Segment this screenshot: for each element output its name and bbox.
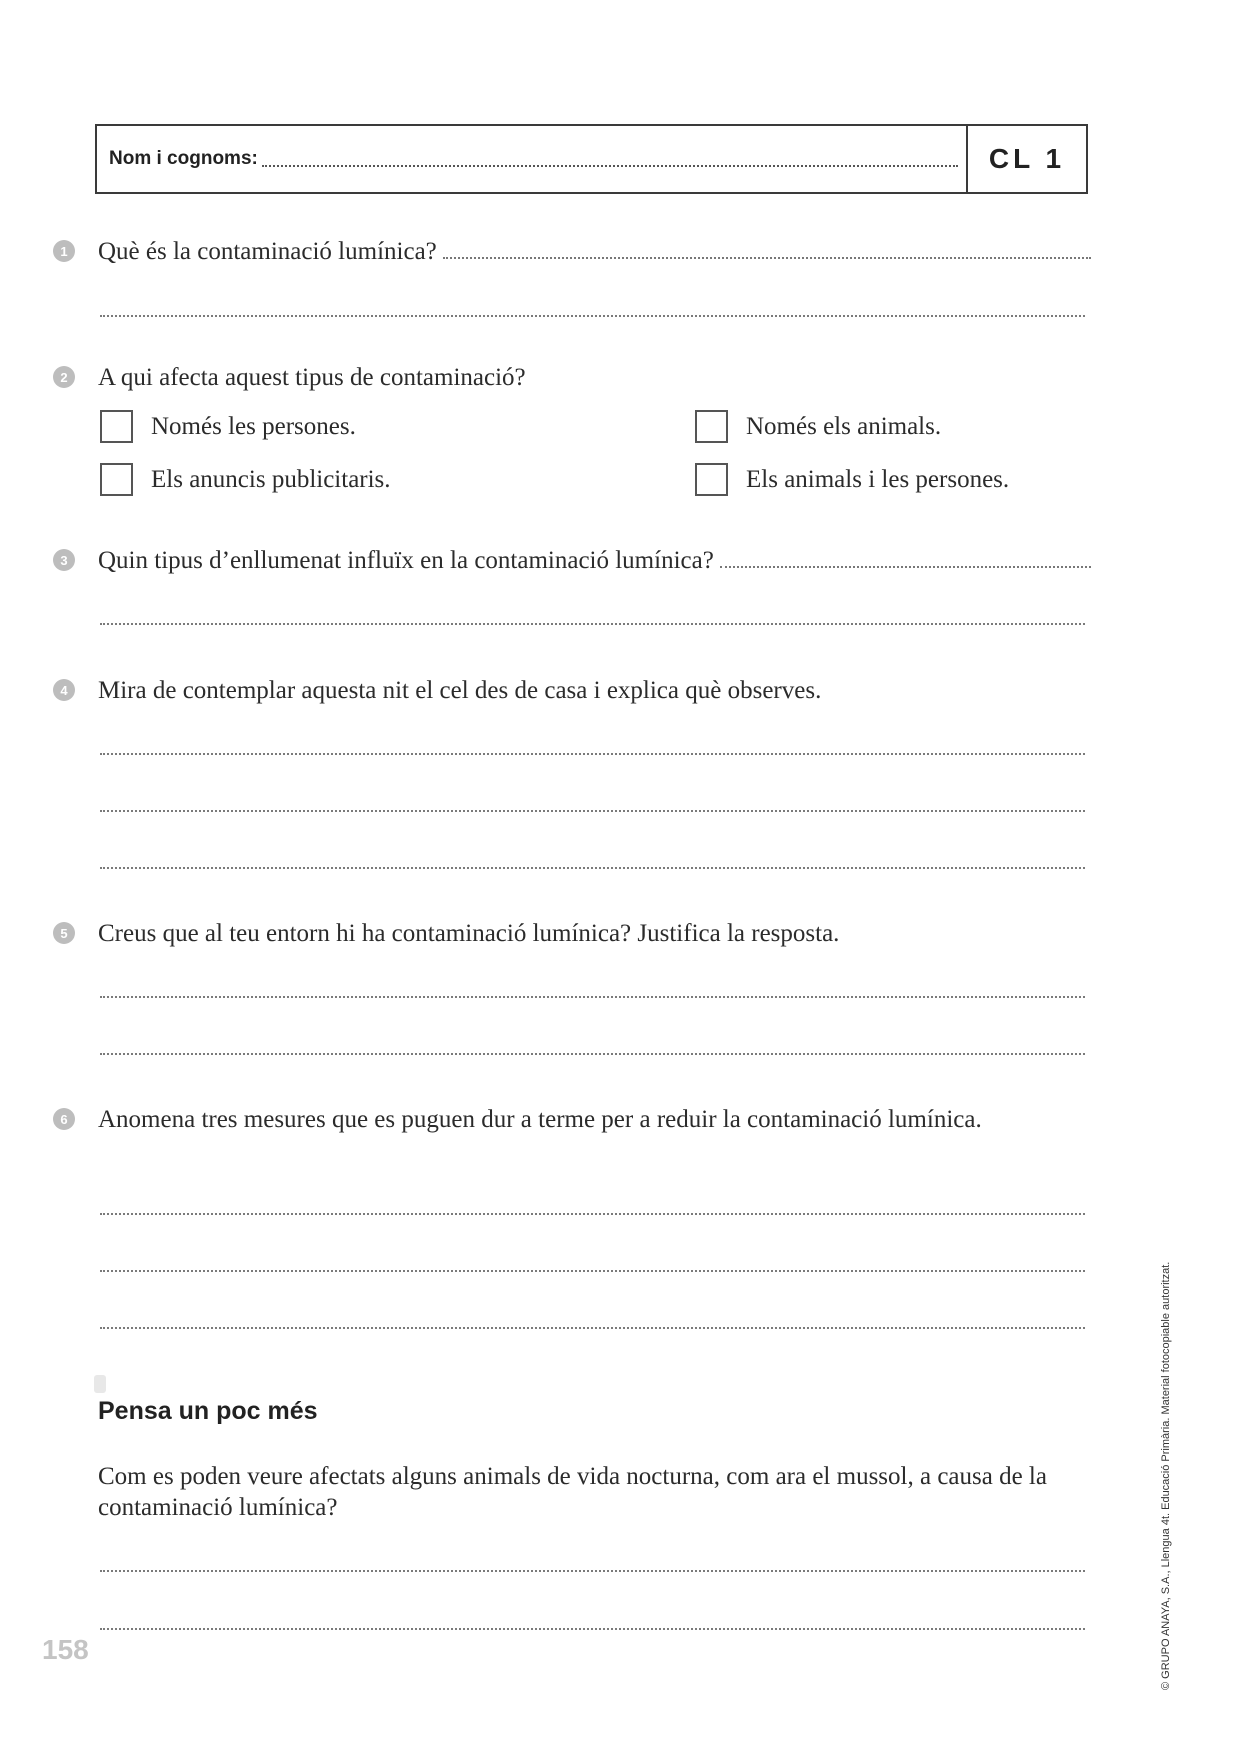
- student-header: [95, 124, 1088, 194]
- question-4: [60, 675, 1091, 706]
- answer-line[interactable]: [100, 810, 1085, 812]
- question-number-badge: 3: [53, 549, 75, 571]
- name-answer-line[interactable]: [262, 151, 958, 167]
- option-only-people[interactable]: [100, 410, 356, 443]
- checkbox[interactable]: [695, 463, 728, 496]
- option-label: Només les persones.: [151, 412, 356, 440]
- question-1: [60, 236, 1091, 267]
- option-animals-and-people[interactable]: [695, 463, 1009, 496]
- name-field[interactable]: [97, 126, 968, 192]
- question-5: [60, 918, 1091, 949]
- copyright-notice: © GRUPO ANAYA, S.A., Llengua 4t. Educació Primària. Material fotocopiable autoritzat.: [1160, 1261, 1172, 1690]
- option-only-animals[interactable]: [695, 410, 941, 443]
- answer-line[interactable]: [100, 996, 1085, 998]
- option-advertising[interactable]: [100, 463, 391, 496]
- answer-line[interactable]: [100, 1213, 1085, 1215]
- answer-line[interactable]: [100, 753, 1085, 755]
- question-2: [60, 362, 1091, 393]
- question-text: Creus que al teu entorn hi ha contaminació lumínica? Justifica la resposta.: [98, 920, 840, 947]
- question-3: [60, 545, 1091, 576]
- answer-line[interactable]: [100, 1628, 1085, 1630]
- answer-line[interactable]: [100, 1327, 1085, 1329]
- answer-line[interactable]: [100, 1053, 1085, 1055]
- question-number-badge: 6: [53, 1108, 75, 1130]
- extra-section-title: Pensa un poc més: [98, 1397, 318, 1425]
- option-label: Els animals i les persones.: [746, 465, 1010, 493]
- answer-line[interactable]: [100, 1570, 1085, 1572]
- question-text: Anomena tres mesures que es puguen dur a terme per a reduir la contaminació lumínica.: [98, 1106, 982, 1133]
- option-label: Només els animals.: [746, 412, 942, 440]
- question-text: Què és la contaminació lumínica?: [98, 238, 437, 265]
- question-number-badge: 1: [53, 240, 75, 262]
- question-text: A qui afecta aquest tipus de contaminació?: [98, 364, 526, 391]
- name-label: Nom i cognoms:: [109, 148, 258, 169]
- answer-line[interactable]: [100, 315, 1085, 317]
- checkbox[interactable]: [100, 410, 133, 443]
- answer-line[interactable]: [100, 623, 1085, 625]
- checkbox[interactable]: [100, 463, 133, 496]
- question-text: Quin tipus d’enllumenat influïx en la contaminació lumínica?: [98, 547, 714, 574]
- worksheet-code: CL 1: [988, 143, 1066, 174]
- question-number-badge: 4: [53, 679, 75, 701]
- question-number-badge: 2: [53, 366, 75, 388]
- decorative-mark: [94, 1375, 106, 1393]
- question-number-badge: 5: [53, 922, 75, 944]
- answer-line-inline[interactable]: [443, 239, 1091, 259]
- question-text: Com es poden veure afectats alguns animals de vida nocturna, com ara el mussol, a causa de la contaminació lumínica?: [98, 1463, 1047, 1521]
- page-number: 158: [42, 1634, 89, 1665]
- checkbox[interactable]: [695, 410, 728, 443]
- answer-line[interactable]: [100, 1270, 1085, 1272]
- answer-line-inline[interactable]: [720, 548, 1091, 568]
- extra-question: [98, 1461, 1091, 1523]
- question-6: [60, 1104, 1091, 1135]
- option-label: Els anuncis publicitaris.: [151, 465, 391, 493]
- answer-line[interactable]: [100, 867, 1085, 869]
- question-text: Mira de contemplar aquesta nit el cel des de casa i explica què observes.: [98, 677, 822, 704]
